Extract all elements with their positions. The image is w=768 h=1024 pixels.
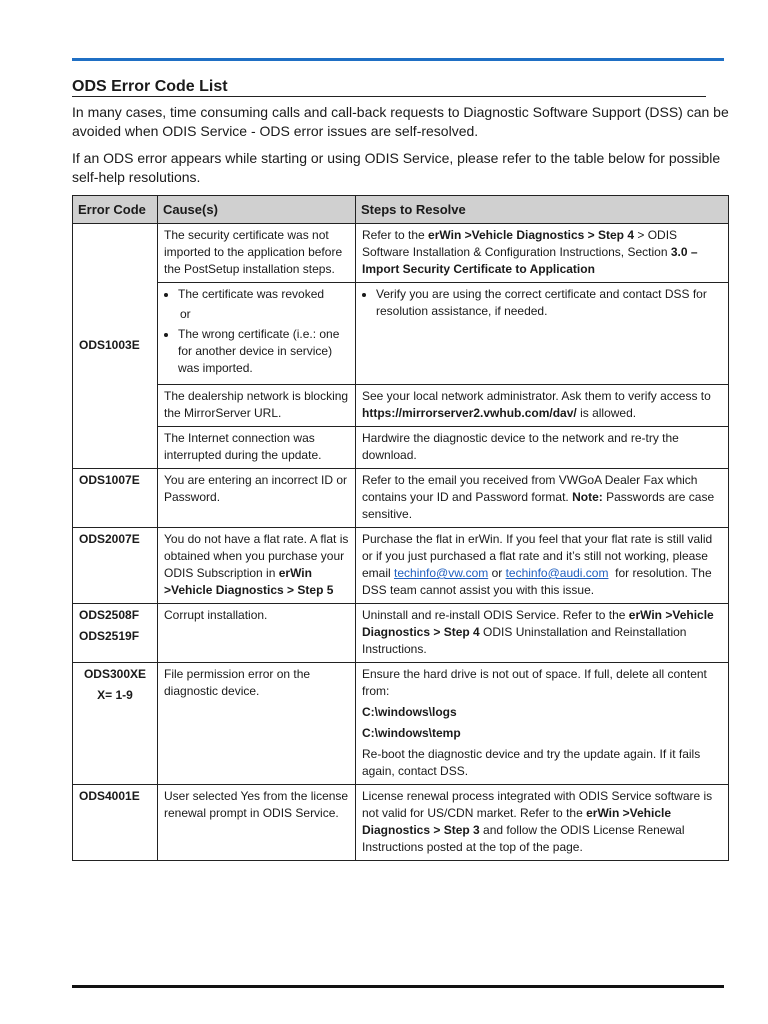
header-error-code: Error Code (73, 196, 158, 224)
error-code-cell: ODS300XE X= 1-9 (73, 663, 158, 785)
cause-cell: The Internet connection was interrupted during the update. (158, 427, 356, 469)
header-causes: Cause(s) (158, 196, 356, 224)
cause-cell (158, 283, 356, 385)
error-code-cell: ODS2007E (73, 528, 158, 604)
error-code-table (72, 195, 729, 861)
steps-cell: Ensure the hard drive is not out of space. If full, delete all content from: C:\windows\logs C:\windows\temp Re-boot the diagnostic device and try the update again. If it fails again, contact DSS. (356, 663, 729, 785)
cause-cell: User selected Yes from the license renewal prompt in ODIS Service. (158, 785, 356, 861)
error-code-cell: ODS1003E (73, 224, 158, 469)
steps-cell: Purchase the flat in erWin. If you feel that your flat rate is still valid or if you just purchased a flat rate and it’s still not working, please email techinfo@vw.com or techinfo@audi.com for resolution. The DSS team cannot assist you with this issue. (356, 528, 729, 604)
table-row (73, 663, 729, 785)
steps-cell: See your local network administrator. Ask them to verify access to https://mirrorserver2.vwhub.com/dav/ is allowed. (356, 385, 729, 427)
intro-paragraph-2: If an ODS error appears while starting or using ODIS Service, please refer to the table below for possible self-help resolutions. (72, 150, 721, 185)
cause-cell: File permission error on the diagnostic device. (158, 663, 356, 785)
cause-bullet: • The wrong certificate (i.e.: one for another device in service) was imported. (178, 326, 349, 377)
path-temp: C:\windows\temp (362, 726, 461, 740)
cause-cell: The dealership network is blocking the MirrorServer URL. (158, 385, 356, 427)
error-code-cell: ODS4001E (73, 785, 158, 861)
email-link-vw[interactable]: techinfo@vw.com (394, 566, 489, 580)
top-rule (72, 58, 724, 61)
steps-cell: Refer to the erWin >Vehicle Diagnostics > Step 4 > ODIS Software Installation & Configuration Instructions, Section 3.0 – Import Security Certificate to Application (356, 224, 729, 283)
bottom-rule (72, 985, 724, 988)
steps-cell: Refer to the email you received from VWGoA Dealer Fax which contains your ID and Password format. Note: Passwords are case sensitive. (356, 469, 729, 528)
table-header-row (73, 196, 729, 224)
table-row (73, 604, 729, 663)
table-row (73, 427, 729, 469)
error-code-cell: ODS1007E (73, 469, 158, 528)
header-steps: Steps to Resolve (356, 196, 729, 224)
table-row (73, 283, 729, 385)
steps-cell: Uninstall and re-install ODIS Service. Refer to the erWin >Vehicle Diagnostics > Step 4 ODIS Uninstallation and Reinstallation Instructions. (356, 604, 729, 663)
table-row (73, 385, 729, 427)
steps-cell (356, 283, 729, 385)
cause-cell: You are entering an incorrect ID or Password. (158, 469, 356, 528)
steps-cell: Hardwire the diagnostic device to the network and re-try the download. (356, 427, 729, 469)
or-text: or (180, 307, 191, 321)
table-row (73, 785, 729, 861)
steps-cell: License renewal process integrated with ODIS Service software is not valid for US/CDN market. Refer to the erWin >Vehicle Diagnostics > Step 3 and follow the ODIS License Renewal Instructions posted at the top of the page. (356, 785, 729, 861)
email-link-audi[interactable]: techinfo@audi.com (505, 566, 609, 580)
error-code-cell: ODS2508F ODS2519F (73, 604, 158, 663)
cause-bullet: • The certificate was revoked (178, 286, 349, 303)
table-row (73, 528, 729, 604)
cause-cell: The security certificate was not imported to the application before the PostSetup installation steps. (158, 224, 356, 283)
page-title: ODS Error Code List (72, 77, 706, 97)
path-logs: C:\windows\logs (362, 705, 457, 719)
table-row (73, 224, 729, 283)
intro-paragraph-1: In many cases, time consuming calls and call-back requests to Diagnostic Software Support (DSS) can be avoided when ODIS Service - ODS error issues are self-resolved. (72, 104, 729, 139)
cause-cell: You do not have a flat rate. A flat is obtained when you purchase your ODIS Subscription in erWin >Vehicle Diagnostics > Step 5 (158, 528, 356, 604)
steps-bullet: • Verify you are using the correct certificate and contact DSS for resolution assistance, if needed. (376, 286, 722, 320)
mirror-server-url: https://mirrorserver2.vwhub.com/dav/ (362, 406, 577, 420)
cause-cell: Corrupt installation. (158, 604, 356, 663)
table-row (73, 469, 729, 528)
